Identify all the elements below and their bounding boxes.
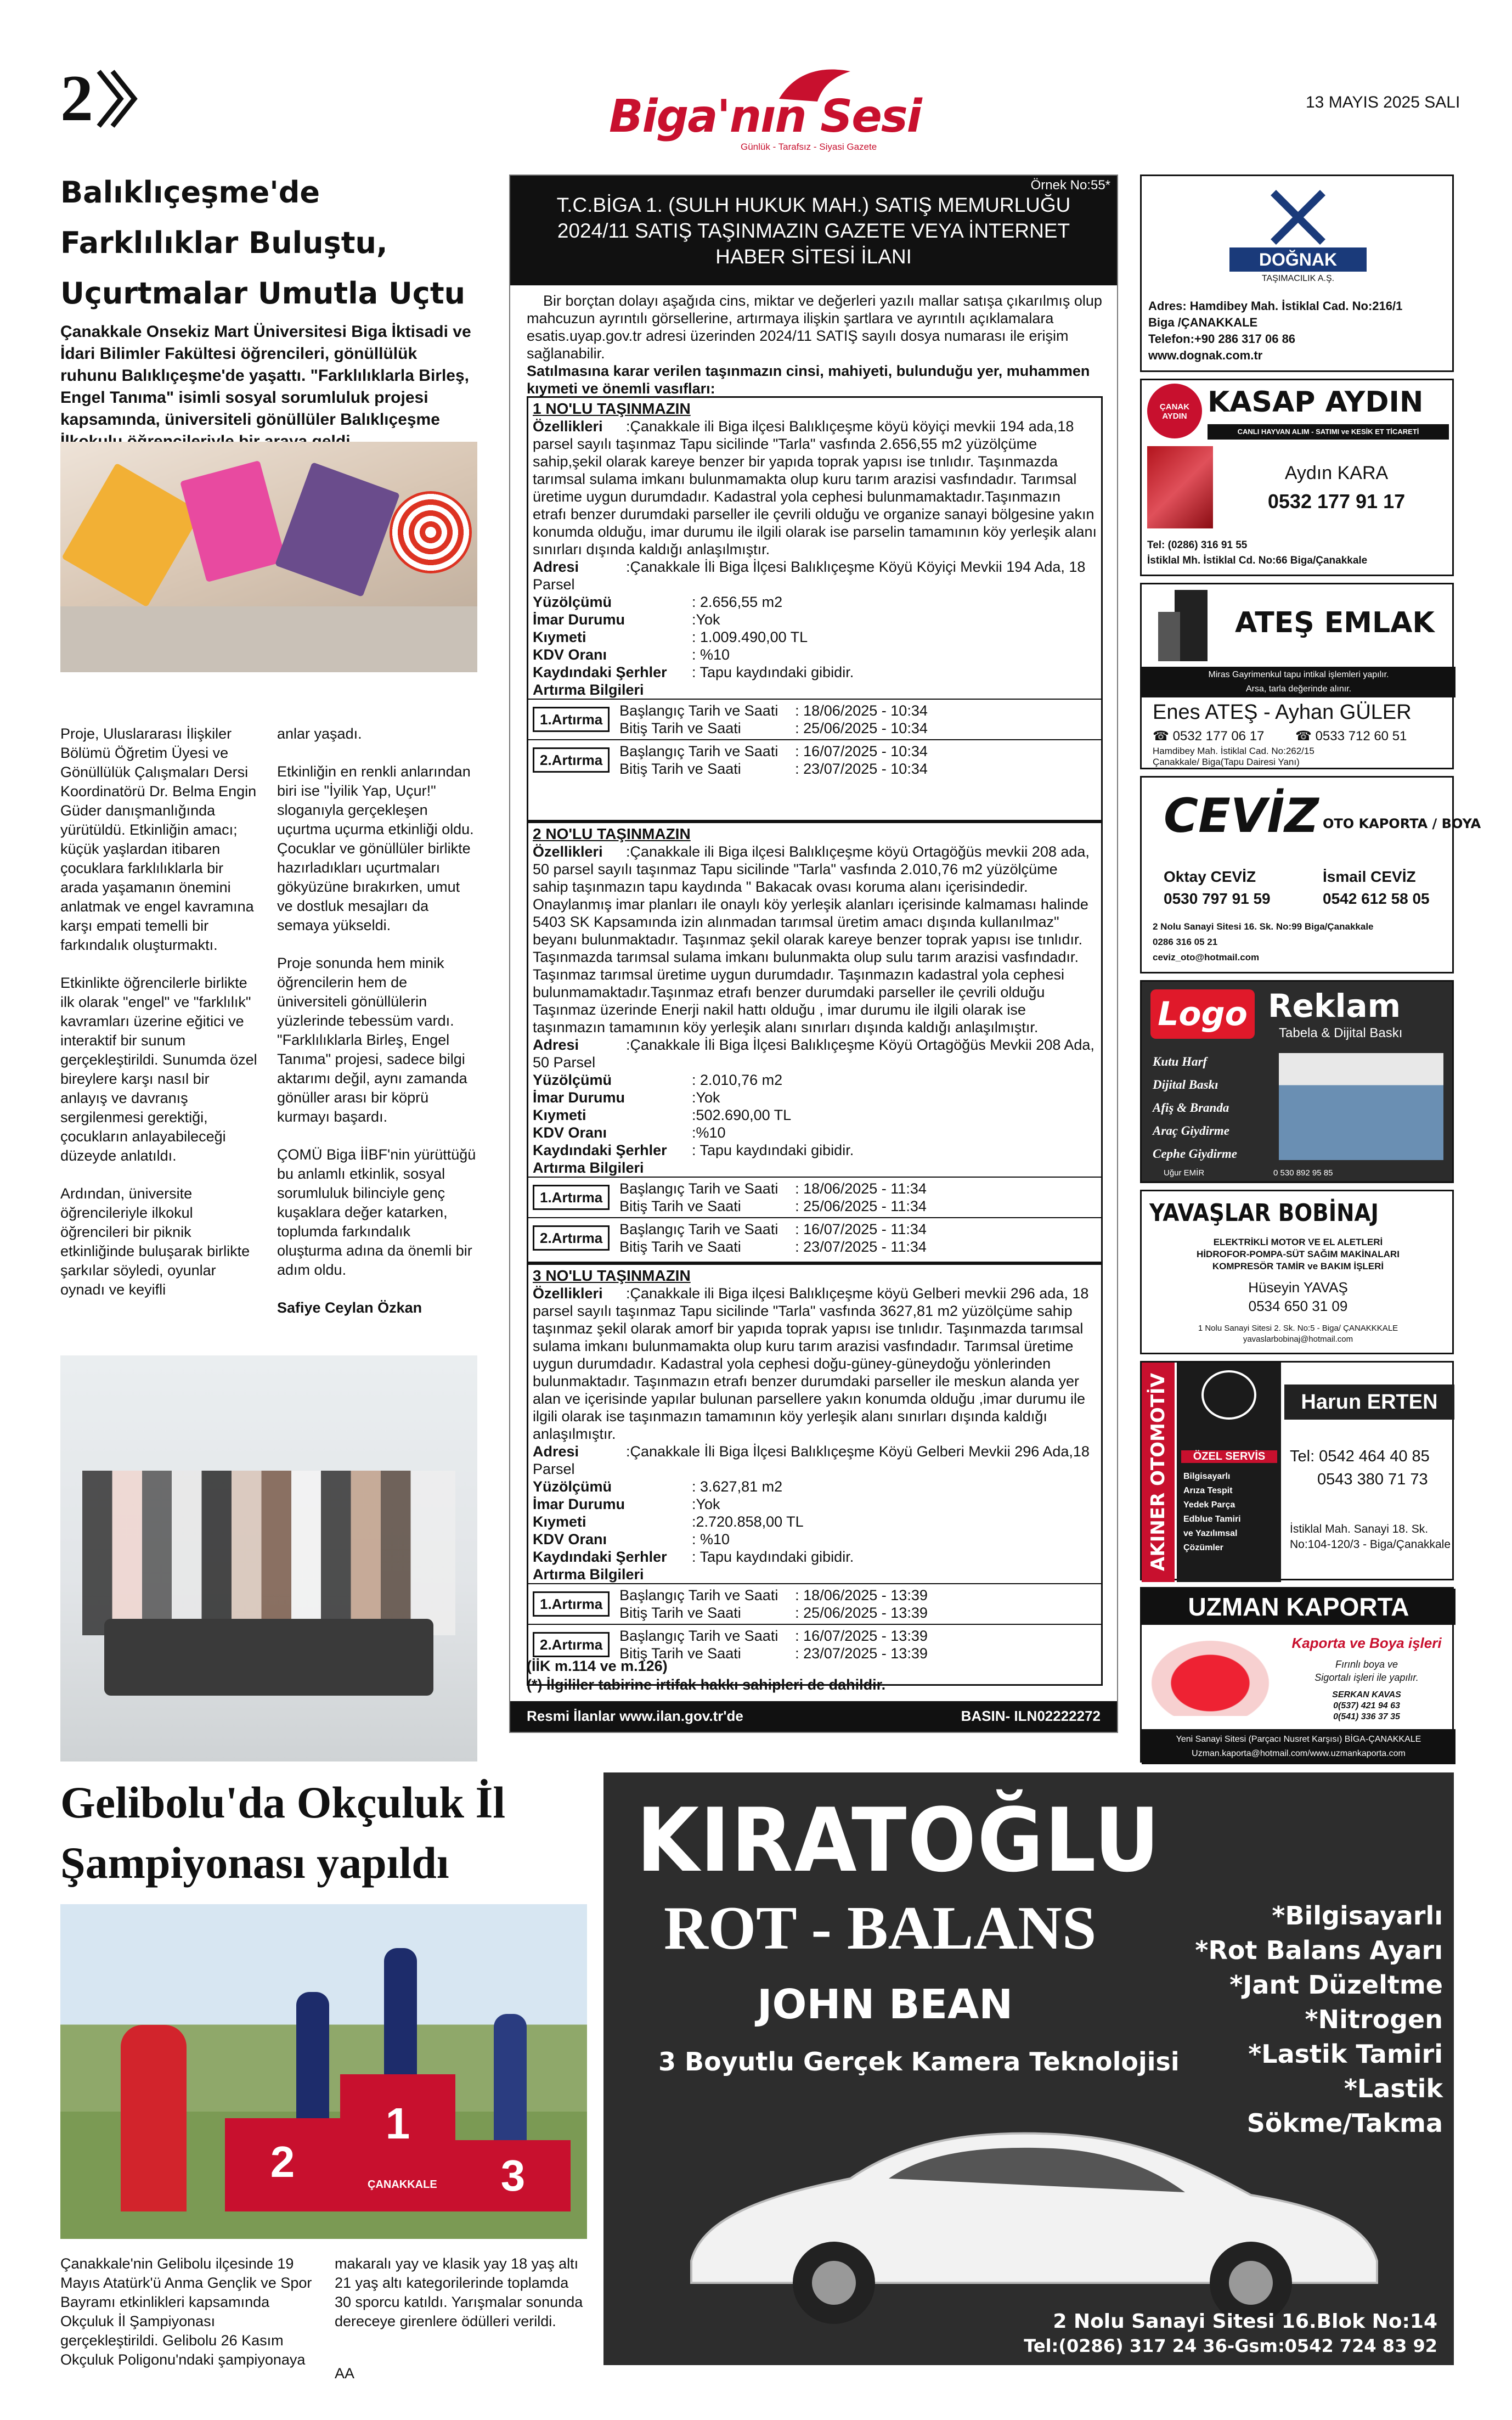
uzman-title: UZMAN KAPORTA [1142, 1589, 1455, 1625]
lot-title: 2 NO'LU TAŞINMAZIN [533, 825, 691, 842]
ceviz-title: CEVİZ [1164, 789, 1319, 843]
kiratoglu-sub: ROT - BALANS [664, 1894, 1097, 1962]
group-photo [60, 1355, 477, 1761]
auction-label: Başlangıç Tarih ve Saati [619, 743, 778, 759]
ad-ceviz [1140, 776, 1481, 973]
lot-label: KDV Oranı [533, 646, 607, 663]
article1-headline [60, 167, 477, 319]
notice-bottom-bar [510, 1701, 1117, 1732]
lot-value: : 1.009.490,00 TL [692, 629, 808, 645]
auction-start: : 18/06/2025 - 10:34 [795, 702, 928, 719]
akiner-service-panel [1177, 1363, 1281, 1582]
uzman-address: Yeni Sanayi Sitesi (Parçacı Nusret Karşısı) BİGA-ÇANAKKALE [1176, 1735, 1421, 1744]
auction-start: : 18/06/2025 - 13:39 [795, 1587, 928, 1603]
lot-label: Artırma Bilgileri [533, 682, 644, 698]
mercedes-logo-icon [1201, 1370, 1256, 1420]
service-item: *Nitrogen [1305, 2005, 1443, 2034]
lot-label: Artırma Bilgileri [533, 1566, 644, 1583]
lot-label: KDV Oranı [533, 1531, 607, 1547]
auction-badge: 1.Artırma [533, 1591, 610, 1617]
logo-services [1153, 1050, 1237, 1166]
headline-line: Gelibolu'da Okçuluk İl [60, 1777, 506, 1827]
service-item: Arıza Tespit [1183, 1486, 1233, 1495]
ceviz-address: 2 Nolu Sanayi Sitesi 16. Sk. No:99 Biga/Çanakkale [1153, 921, 1374, 932]
kasap-name: Aydın KARA [1284, 463, 1389, 483]
notice-footer-law: (İİK m.114 ve m.126) [527, 1658, 668, 1674]
auction-label: Başlangıç Tarih ve Saati [619, 1587, 778, 1603]
lot-block [527, 396, 1103, 821]
auction-label: Bitiş Tarih ve Saati [619, 720, 741, 736]
kite-photo [60, 442, 477, 672]
address-line: İstiklal Mah. Sanayi 18. Sk. [1290, 1523, 1429, 1535]
service-item: ve Yazılımsal [1183, 1529, 1238, 1538]
akiner-phones [1290, 1445, 1430, 1491]
lot-label: Kıymeti [533, 629, 586, 645]
lot-label: Adresi [533, 1443, 579, 1460]
kite-red [390, 491, 472, 573]
dognak-address: Adres: Hamdibey Mah. İstiklal Cad. No:216/1 [1148, 299, 1403, 313]
service-item: *Bilgisayarlı [1272, 1901, 1443, 1931]
service-line: ELEKTRİKLİ MOTOR VE EL ALETLERİ [1213, 1237, 1383, 1247]
service-item: Araç Giydirme [1153, 1124, 1229, 1138]
lot-value: : Tapu kaydındaki gibidir. [692, 664, 854, 680]
kite-purple [275, 462, 400, 597]
auction-end: : 23/07/2025 - 11:34 [795, 1239, 927, 1255]
ceviz-name-2: İsmail CEVİZ [1323, 868, 1416, 885]
kite-pink [180, 460, 286, 582]
service-item: *Lastik Tamiri [1248, 2039, 1443, 2069]
paragraph: Etkinlikte öğrencilerle birlikte ilk olarak "engel" ve "farklılık" kavramları üzerine eğitici ve interaktif bir sunum gerçekleştirildi. Sunumda özel bireylere karşı nasıl bir anlayış ve davranış sergilenmesi gerektiği, çocukların anlayabileceği düzeyde anlatıldı. [60, 975, 257, 1164]
logo-phone: 0 530 892 95 85 [1273, 1168, 1333, 1178]
note-line: Fırınlı boya ve [1335, 1659, 1398, 1670]
ates-title: ATEŞ EMLAK [1235, 606, 1435, 639]
yavaslar-title: YAVAŞLAR BOBİNAJ [1149, 1199, 1379, 1227]
athlete-silhouette [384, 1948, 417, 2074]
uzman-notes [1284, 1658, 1449, 1684]
ceviz-phone-1: 0530 797 91 59 [1164, 890, 1271, 907]
address-line: Çanakkale/ Biga(Tapu Dairesi Yanı) [1153, 757, 1300, 767]
auction-start: : 18/06/2025 - 11:34 [795, 1180, 927, 1197]
article2-headline [60, 1772, 609, 1893]
notice-basin-code: BASIN- ILN02222272 [961, 1708, 1101, 1724]
auction-end: : 23/07/2025 - 13:39 [795, 1645, 928, 1662]
ad-akiner [1140, 1361, 1454, 1580]
kasap-address: İstiklal Mh. İstiklal Cd. No:66 Biga/Çanakkale [1147, 555, 1368, 566]
dognak-city: Biga /ÇANAKKALE [1148, 316, 1258, 329]
lot-label: KDV Oranı [533, 1124, 607, 1141]
kiratoglu-brand: JOHN BEAN [757, 1981, 1013, 2028]
car-illustration [669, 2096, 1399, 2327]
kiratoglu-phone: Tel:(0286) 317 24 36-Gsm:0542 724 83 92 [1024, 2335, 1437, 2356]
dognak-contact [1148, 298, 1450, 364]
yavaslar-contact [1147, 1323, 1449, 1345]
headline-line: Uçurtmalar Umutla Uçtu [60, 276, 466, 311]
uzman-footer [1142, 1729, 1455, 1764]
car-illustration [1142, 1634, 1279, 1716]
people-group [82, 1471, 455, 1635]
paragraph: ÇOMÜ Biga İİBF'nin yürüttüğü bu anlamlı etkinlik, sosyal sorumluluk bilinciyle genç kuşaklara değer katarken, toplumda farkındalık oluşturma adına da önemli bir adım oldu. [277, 1146, 476, 1278]
auction-label: Başlangıç Tarih ve Saati [619, 1221, 778, 1237]
lot-value: :%10 [692, 1124, 726, 1141]
ceviz-tel: 0286 316 05 21 [1153, 937, 1218, 947]
auction-start: : 16/07/2025 - 13:39 [795, 1628, 928, 1644]
lot-value: : Tapu kaydındaki gibidir. [692, 1549, 854, 1565]
lot-value: : %10 [692, 1531, 730, 1547]
headline-line: Şampiyonası yapıldı [60, 1838, 449, 1888]
auction-label: Bitiş Tarih ve Saati [619, 1239, 741, 1255]
lot-title: 1 NO'LU TAŞINMAZIN [533, 400, 691, 417]
yavaslar-mail[interactable]: yavaslarbobinaj@hotmail.com [1243, 1335, 1353, 1344]
ates-sub [1142, 667, 1455, 697]
auction-label: Bitiş Tarih ve Saati [619, 1198, 741, 1214]
logo-brand: Logo [1150, 989, 1255, 1039]
auction-badge: 1.Artırma [533, 707, 610, 732]
page-number: 2 [60, 61, 93, 134]
lot-value: :Yok [692, 1496, 720, 1512]
paragraph: makaralı yay ve klasik yay 18 yaş altı 21 yaş altı kategorilerinde toplamda 30 sporcu katıldı. Yarışmalar sonunda dereceye girenlere ödülleri verildi. [335, 2255, 583, 2329]
kiratoglu-title: KIRATOĞLU [636, 1789, 1161, 1892]
auction-row [528, 1583, 1101, 1624]
notice-intro-bold: Satılmasına karar verilen taşınmazın cinsi, mahiyeti, bulunduğu yer, muhammen kıymeti ve önemli vasıfları: [527, 363, 1090, 397]
lot-title: 3 NO'LU TAŞINMAZIN [533, 1267, 691, 1284]
headline-line: Farklılıklar Buluştu, [60, 226, 388, 260]
article1-lead: Çanakkale Onsekiz Mart Üniversitesi Biga İktisadi ve İdari Bilimler Fakültesi öğrencileri, gönüllülük ruhunu Balıklıçeşme'de yaşattı. "Farklılıklarla Birleş, Engel Tanıma" isimli sosyal sorumluluk projesi kapsamında, üniversiteli gönüllüler Balıklıçeşme [60, 323, 471, 429]
podium-photo [60, 1904, 587, 2239]
building-icon [1158, 612, 1180, 661]
ad-dognak [1140, 175, 1454, 372]
auction-label: Bitiş Tarih ve Saati [619, 761, 741, 777]
kiratoglu-tagline: 3 Boyutlu Gerçek Kamera Teknolojisi [658, 2047, 1180, 2076]
issue-date: 13 MAYIS 2025 SALI [1306, 93, 1460, 111]
paragraph: Etkinliğin en renkli anlarından biri ise "İyilik Yap, Uçur!" sloganıyla gerçekleşen uçurtma uçurma etkinliği oldu. Çocuklar ve gönüllüler birlikte hazırladıkları uçurtmaları gökyüzüne bırakırken, umut ve dostluk mesajları da semaya yükseldi. [277, 763, 474, 933]
ates-sub2: Arsa, tarla değerinde alınır. [1245, 684, 1352, 694]
lot-label: Kaydındaki Şerhler [533, 1549, 667, 1565]
ground [60, 606, 477, 672]
auction-row [528, 1217, 1101, 1258]
legal-notice [509, 175, 1118, 1733]
service-item: *Lastik Sökme/Takma [1246, 2074, 1443, 2138]
auction-label: Bitiş Tarih ve Saati [619, 1605, 741, 1621]
kiratoglu-address: 2 Nolu Sanayi Sitesi 16.Blok No:14 [1053, 2310, 1437, 2333]
akiner-side-bar [1142, 1363, 1175, 1582]
podium-label: ÇANAKKALE [368, 2179, 437, 2191]
notice-intro: Bir borçtan dolayı aşağıda cins, miktar ve değerleri yazılı mallar satışa çıkarılmış olup mahcuzun ayrıntılı görsellerine, artırmaya ilişkin şartlara ve ayrıntılı açıklamalara esatis.uyap.gov.tr adresi üzerinden 2024/11 SATIŞ sayılı dosya numarası ile erişim sağlanabilir. [527, 292, 1102, 362]
service-line: HİDROFOR-POMPA-SÜT SAĞIM MAKİNALARI [1197, 1249, 1400, 1259]
lot-address: :Çanakkale İli Biga İlçesi Balıklıçeşme Köyü Gelberi Mevkii 296 Ada,18 Parsel [533, 1443, 1090, 1477]
ates-address [1153, 746, 1314, 768]
notice-title: T.C.BİGA 1. (SULH HUKUK MAH.) SATIŞ MEMURLUĞU 2024/11 SATIŞ TAŞINMAZIN GAZETE VEYA İNTERNET HABER SİTESİ İLANI [556, 194, 1071, 268]
kasap-badge: ÇANAK AYDIN [1147, 384, 1202, 438]
auction-label: Bitiş Tarih ve Saati [619, 1645, 741, 1662]
logo-title: Reklam [1268, 987, 1401, 1025]
lot-label: Adresi [533, 559, 579, 575]
akiner-name: Harun ERTEN [1284, 1385, 1454, 1420]
service-line: KOMPRESÖR TAMİR ve BAKIM İŞLERİ [1212, 1261, 1384, 1271]
ates-sub1: Miras Gayrimenkul tapu intikal işlemleri yapılır. [1208, 670, 1389, 679]
lot-label: İmar Durumu [533, 1089, 625, 1106]
akiner-servis: ÖZEL SERVİS [1181, 1450, 1277, 1463]
auction-end: : 25/06/2025 - 11:34 [795, 1198, 927, 1214]
paragraph: anlar yaşadı. [277, 725, 362, 742]
lot-label: Kaydındaki Şerhler [533, 664, 667, 680]
podium-second: 2 [225, 2118, 340, 2211]
article1-col2 [277, 724, 477, 1336]
auction-badge: 1.Artırma [533, 1185, 610, 1210]
meat-photo [1147, 446, 1213, 528]
phone-text: 0532 177 06 17 [1172, 729, 1265, 744]
yavaslar-name: Hüseyin YAVAŞ [1248, 1279, 1348, 1296]
ad-uzman-kaporta [1140, 1587, 1454, 1763]
service-item: Afiş & Branda [1153, 1101, 1229, 1115]
masthead-tagline: Günlük - Tarafsız - Siyasi Gazete [741, 142, 877, 152]
kasap-tel: Tel: (0286) 316 91 55 [1147, 539, 1248, 551]
ates-phone-1: ☎ 0532 177 06 17 [1153, 729, 1265, 744]
kasap-title: KASAP AYDIN [1208, 386, 1424, 419]
lot-address: :Çanakkale İli Biga İlçesi Balıklıçeşme Köyü Ortagöğüs Mevkii 208 Ada, 50 Parsel [533, 1037, 1094, 1071]
ceviz-sub: OTO KAPORTA / BOYA [1323, 816, 1481, 831]
service-item: Çözümler [1183, 1543, 1223, 1552]
uzman-name: SERKAN KAVAS [1332, 1690, 1401, 1699]
auction-row [528, 1177, 1101, 1217]
masthead-title: Biga'nın Sesi [609, 91, 921, 143]
logo-sub: Tabela & Dijital Baskı [1279, 1026, 1403, 1040]
auction-end: : 25/06/2025 - 10:34 [795, 720, 928, 736]
service-item: *Jant Düzeltme [1229, 1970, 1443, 2000]
kasap-sub: CANLI HAYVAN ALIM - SATIMI ve KESİK ET TİCARETİ [1208, 424, 1449, 440]
service-item: *Rot Balans Ayarı [1195, 1935, 1443, 1965]
lot-label: Özellikleri [533, 843, 603, 860]
page-number-mark [60, 61, 137, 134]
notice-footer-note: (*) İlgililer tabirine irtifak hakkı sahipleri de dahildir. [527, 1676, 886, 1693]
ad-ates-emlak [1140, 583, 1454, 769]
service-item: Bilgisayarlı [1183, 1472, 1231, 1481]
lot-label: Özellikleri [533, 418, 603, 435]
lot-label: Yüzölçümü [533, 1478, 612, 1495]
akiner-tel-1: Tel: 0542 464 40 85 [1290, 1448, 1430, 1465]
lot-label: Yüzölçümü [533, 594, 612, 610]
chevron-right-icon [96, 69, 140, 129]
lot-label: İmar Durumu [533, 611, 625, 628]
yavaslar-services [1147, 1236, 1449, 1273]
lot-value: : %10 [692, 646, 730, 663]
lot-value: : 3.627,81 m2 [692, 1478, 783, 1495]
yavaslar-phone: 0534 650 31 09 [1248, 1298, 1348, 1314]
lot-value: :Yok [692, 1089, 720, 1106]
uzman-phone-1: 0(537) 421 94 63 [1333, 1701, 1400, 1710]
uzman-sub: Kaporta ve Boya işleri [1291, 1635, 1442, 1651]
lot-value: :2.720.858,00 TL [692, 1513, 804, 1530]
athlete-silhouette [494, 2014, 527, 2140]
lot-value: : Tapu kaydındaki gibidir. [692, 1142, 854, 1158]
ad-yavaslar [1140, 1190, 1454, 1354]
auction-row [528, 699, 1101, 739]
coach-silhouette [121, 2025, 187, 2211]
podium-first: 1 [340, 2074, 455, 2211]
article2-col1: Çanakkale'nin Gelibolu ilçesinde 19 Mayıs Atatürk'ü Anma Gençlik ve Spor Bayramı etkinlikleri kapsamında Okçuluk İl Şampiyonası gerçekleştirildi. Gelibolu 26 Kasım Okçuluk Poligonu'ndaki şampiyonaya [60, 2255, 312, 2368]
uzman-phone-2: 0(541) 336 37 35 [1333, 1712, 1400, 1721]
ceviz-phone-2: 0542 612 58 05 [1323, 890, 1430, 907]
logo-owner: Uğur EMİR [1164, 1168, 1205, 1178]
lot-value: :Yok [692, 611, 720, 628]
address-line: Hamdibey Mah. İstiklal Cad. No:262/15 [1153, 746, 1314, 756]
lot-address: :Çanakkale İli Biga İlçesi Balıklıçeşme Köyü Köyiçi Mevkii 194 Ada, 18 Parsel [533, 559, 1086, 593]
podium-third: 3 [455, 2140, 571, 2211]
akiner-vertical-title: AKINER OTOMOTİV [1147, 1373, 1169, 1571]
service-item: Kutu Harf [1153, 1055, 1208, 1068]
auction-label: Başlangıç Tarih ve Saati [619, 1628, 778, 1644]
auction-badge: 2.Artırma [533, 1632, 610, 1657]
lot-value: : 2.656,55 m2 [692, 594, 783, 610]
lot-label: İmar Durumu [533, 1496, 625, 1512]
akiner-address [1290, 1522, 1451, 1552]
auction-end: : 25/06/2025 - 13:39 [795, 1605, 928, 1621]
lot-label: Artırma Bilgileri [533, 1160, 644, 1176]
lot-label: Özellikleri [533, 1285, 603, 1302]
service-item: Edblue Tamiri [1183, 1515, 1241, 1524]
lot-description: :Çanakkale ili Biga ilçesi Balıklıçeşme köyü Ortagöğüs mevkii 208 ada, 50 parsel sayılı taşınmaz Tapu sicilinde "Tarla" vasfında 2.010,76 m2 yüzölçüme sahip taşınmazın tapu kaydında " Bakacak ovası koruma alanı içerisindedir. Onaylanmış imar planları ile onaylı köy yerleşik alanları içerisinde kalmaması halinde 5403 SK Kapsamında izin alınmadan tarımsal üretim amacı dışında kullanılmaz" beyanı bulunmaktadır. Taşınmaz şekil olarak kareye benzer toprak yapısı ise tınlıdır. Taşınmazda tarımsal sulama imkanı bulunmakta olup sulu tarım arazisi vasfındadır. Taşınmaz tarımsal üretime uygun durumdadır. Taşınmazın kadastral yola cephesi bulunmamaktadır.Taşınmaz etrafı benzer durumdaki parseller ile çevrili olduğu Taşınmaz üzerinde Enerji nakil hattı olduğu , imar durumu ile ilgili olarak ise taşınmazın tamamının köy yerleşik alanı sınırları dışında kaldığı anlaşılmıştır. [533, 843, 1090, 1035]
lot-label: Adresi [533, 1037, 579, 1053]
auction-row [528, 739, 1101, 780]
dognak-phone: Telefon:+90 286 317 06 86 [1148, 332, 1296, 346]
ceviz-name-1: Oktay CEVİZ [1164, 868, 1256, 885]
auction-end: : 23/07/2025 - 10:34 [795, 761, 928, 777]
lot-label: Yüzölçümü [533, 1072, 612, 1088]
auction-badge: 2.Artırma [533, 747, 610, 773]
dognak-logo-icon [1268, 187, 1328, 247]
article1-col1 [60, 724, 258, 1318]
article1-author: Safiye Ceylan Özkan [277, 1299, 422, 1316]
lot-label: Kaydındaki Şerhler [533, 1142, 667, 1158]
auction-label: Başlangıç Tarih ve Saati [619, 1180, 778, 1197]
paragraph: Ardından, üniversite öğrencileriyle ilkokul öğrencileri bir piknik etkinliğinde buluşarak birlikte şarkılar söyledi, oyunlar oynadı ve keyifli [60, 1185, 250, 1298]
lot-block [527, 821, 1103, 1263]
auction-start: : 16/07/2025 - 10:34 [795, 743, 928, 759]
ates-names: Enes ATEŞ - Ayhan GÜLER [1153, 701, 1412, 724]
lot-block [527, 1263, 1103, 1686]
paragraph: Proje sonunda hem minik öğrencilerin hem de üniversiteli gönüllülerin yüzlerinde tebessüm vardı. "Farklılıklarla Birleş, Engel Tanıma" projesi, sadece bilgi aktarımı değil, aynı zamanda gönüller arası bir köprü kurmayı başardı. [277, 955, 467, 1125]
note-line: Sigortalı işleri ile yapılır. [1314, 1672, 1419, 1683]
ad-kasap-aydin [1140, 379, 1454, 576]
dognak-logo: DOĞNAK [1229, 247, 1367, 272]
article2-col2 [335, 2254, 587, 2383]
chairs [104, 1619, 433, 1696]
auction-start: : 16/07/2025 - 11:34 [795, 1221, 927, 1237]
dognak-sub: TAŞIMACILIK A.Ş. [1261, 274, 1335, 283]
ad-kiratoglu [603, 1772, 1454, 2365]
paragraph: Proje, Uluslararası İlişkiler Bölümü Öğretim Üyesi ve Gönüllülük Çalışmaları Dersi Koordinatörü Dr. Belma Engin Güder danışmanlığında yürütüldü. Etkinliğin amacı; küçük yaşlardan itibaren çocuklara farklılıklarla bir arada yaşamanın önemini anlatmak ve engel kavramına karşı empati temelli bir farkındalık oluşturmaktı. [60, 725, 257, 953]
lot-label: Kıymeti [533, 1107, 586, 1123]
ad-logo-reklam [1140, 980, 1454, 1183]
ceviz-mail[interactable]: ceviz_oto@hotmail.com [1153, 952, 1260, 963]
dognak-website[interactable]: www.dognak.com.tr [1148, 348, 1263, 362]
uzman-mail[interactable]: Uzman.kaporta@hotmail.com/www.uzmankaporta.com [1192, 1749, 1406, 1758]
masthead-logo [609, 60, 921, 154]
akiner-services [1183, 1470, 1241, 1555]
article2-author: AA [335, 2365, 355, 2382]
notice-ilan-link[interactable]: Resmi İlanlar www.ilan.gov.tr'de [527, 1708, 743, 1724]
lot-label: Kıymeti [533, 1513, 586, 1530]
auction-badge: 2.Artırma [533, 1225, 610, 1251]
service-item: Yedek Parça [1183, 1500, 1235, 1510]
lot-description: :Çanakkale ili Biga ilçesi Balıklıçeşme köyü köyiçi mevkii 194 ada,18 parsel sayılı taşınmaz Tapu sicilinde "Tarla" vasfında 2.656,55 m2 yüzölçüme sahip,şekil olarak kareye benzer bir yapıda toprak yapısı ise tınlıdır. Taşınmazda tarımsal sulama imkanı bulunmamakta olup kuru tarım arazisi vasfındadır. Tarımsal üretime uygun durumdadır. Kadastral yola cephesi bulunmamaktadır.Taşınmazın etrafı benzer durumdaki parseller ile çevrili olduğu ve organize sanayi bölgesine yakın konumda olduğu, imar durumu ile ilgili olarak ise parselin tamamının köy yerleşik alanı sınırları dışında kaldığı anlaşılmıştır. [533, 418, 1097, 558]
yavaslar-address: 1 Nolu Sanayi Sitesi 2. Sk. No:5 - Biga/ ÇANAKKKALE [1198, 1324, 1398, 1333]
shop-photo [1279, 1053, 1443, 1160]
ceviz-contact [1153, 919, 1374, 965]
ates-phone-2: ☎ 0533 712 60 51 [1295, 729, 1407, 744]
headline-line: Balıklıçeşme'de [60, 175, 320, 210]
athlete-silhouette [296, 1992, 329, 2118]
lot-value: :502.690,00 TL [692, 1107, 792, 1123]
notice-header [510, 176, 1117, 285]
lot-description: :Çanakkale ili Biga ilçesi Balıklıçeşme köyü Gelberi mevkii 296 ada, 18 parsel sayılı taşınmaz Tapu sicilinde "Tarla" vasfında 3627,81 m2 yüzölçüme sahip taşınmaz şekil olarak amorf bir yapıda toprak yapısı ise tınlıdır. Taşınmazda tarımsal sulama imkanı bulunmamakta olup kuru tarım arazisi vasfındadır. Tarımsal üretime uygun durumdadır. Kadastral yola cephesi doğu-güney-güneydoğu yönlerinden bulunmaktadır. Taşınmazın etrafı benzer durumdaki parseller ile meskun alanda yer alan ve içerisinde yapılar bulunan parsellere yakın konumda olduğu ,imar durumu ile ilgili olarak ise taşınmazın tamamının köy yerleşik alanı sınırları dışında kaldığı anlaşılmıştır. [533, 1285, 1089, 1442]
service-item: Cephe Giydirme [1153, 1147, 1237, 1161]
akiner-tel-2: 0543 380 71 73 [1317, 1471, 1428, 1488]
uzman-contact [1284, 1690, 1449, 1723]
phone-text: 0533 712 60 51 [1315, 729, 1407, 744]
auction-label: Başlangıç Tarih ve Saati [619, 702, 778, 719]
address-line: No:104-120/3 - Biga/Çanakkale [1290, 1538, 1451, 1551]
lot-value: : 2.010,76 m2 [692, 1072, 783, 1088]
service-item: Dijital Baskı [1153, 1078, 1218, 1091]
notice-sample-no: Örnek No:55* [1030, 178, 1110, 193]
kasap-phone: 0532 177 91 17 [1267, 490, 1406, 513]
